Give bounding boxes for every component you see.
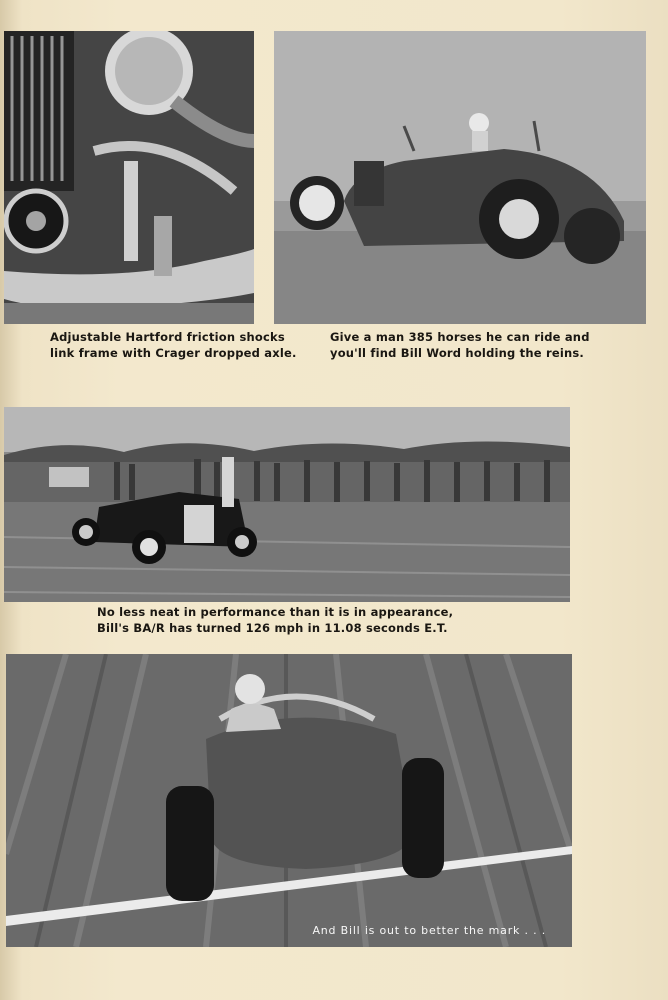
crowd-caption-line-2: Bill's BA/R has turned 126 mph in 11.08 seconds E.T. bbox=[97, 621, 448, 635]
engine-caption-line-1: Adjustable Hartford friction shocks bbox=[50, 330, 285, 344]
engine-caption bbox=[50, 329, 297, 361]
rear-track-photo bbox=[6, 654, 572, 947]
rear-photo-caption: And Bill is out to better the mark . . . bbox=[312, 924, 546, 937]
crowd-caption bbox=[97, 604, 453, 636]
roadster-caption-line-1: Give a man 385 horses he can ride and bbox=[330, 330, 590, 344]
engine-closeup-photo bbox=[4, 31, 254, 324]
crowd-caption-line-1: No less neat in performance than it is in appearance, bbox=[97, 605, 454, 619]
roadster-caption bbox=[330, 329, 590, 361]
crowd-race-image bbox=[4, 407, 570, 602]
roadster-driver-photo bbox=[274, 31, 646, 324]
engine-caption-line-2: link frame with Crager dropped axle. bbox=[50, 346, 297, 360]
rear-track-image bbox=[6, 654, 572, 947]
roadster-driver-image bbox=[274, 31, 646, 324]
crowd-race-photo bbox=[4, 407, 570, 602]
engine-closeup-image bbox=[4, 31, 254, 324]
roadster-caption-line-2: you'll find Bill Word holding the reins. bbox=[330, 346, 584, 360]
